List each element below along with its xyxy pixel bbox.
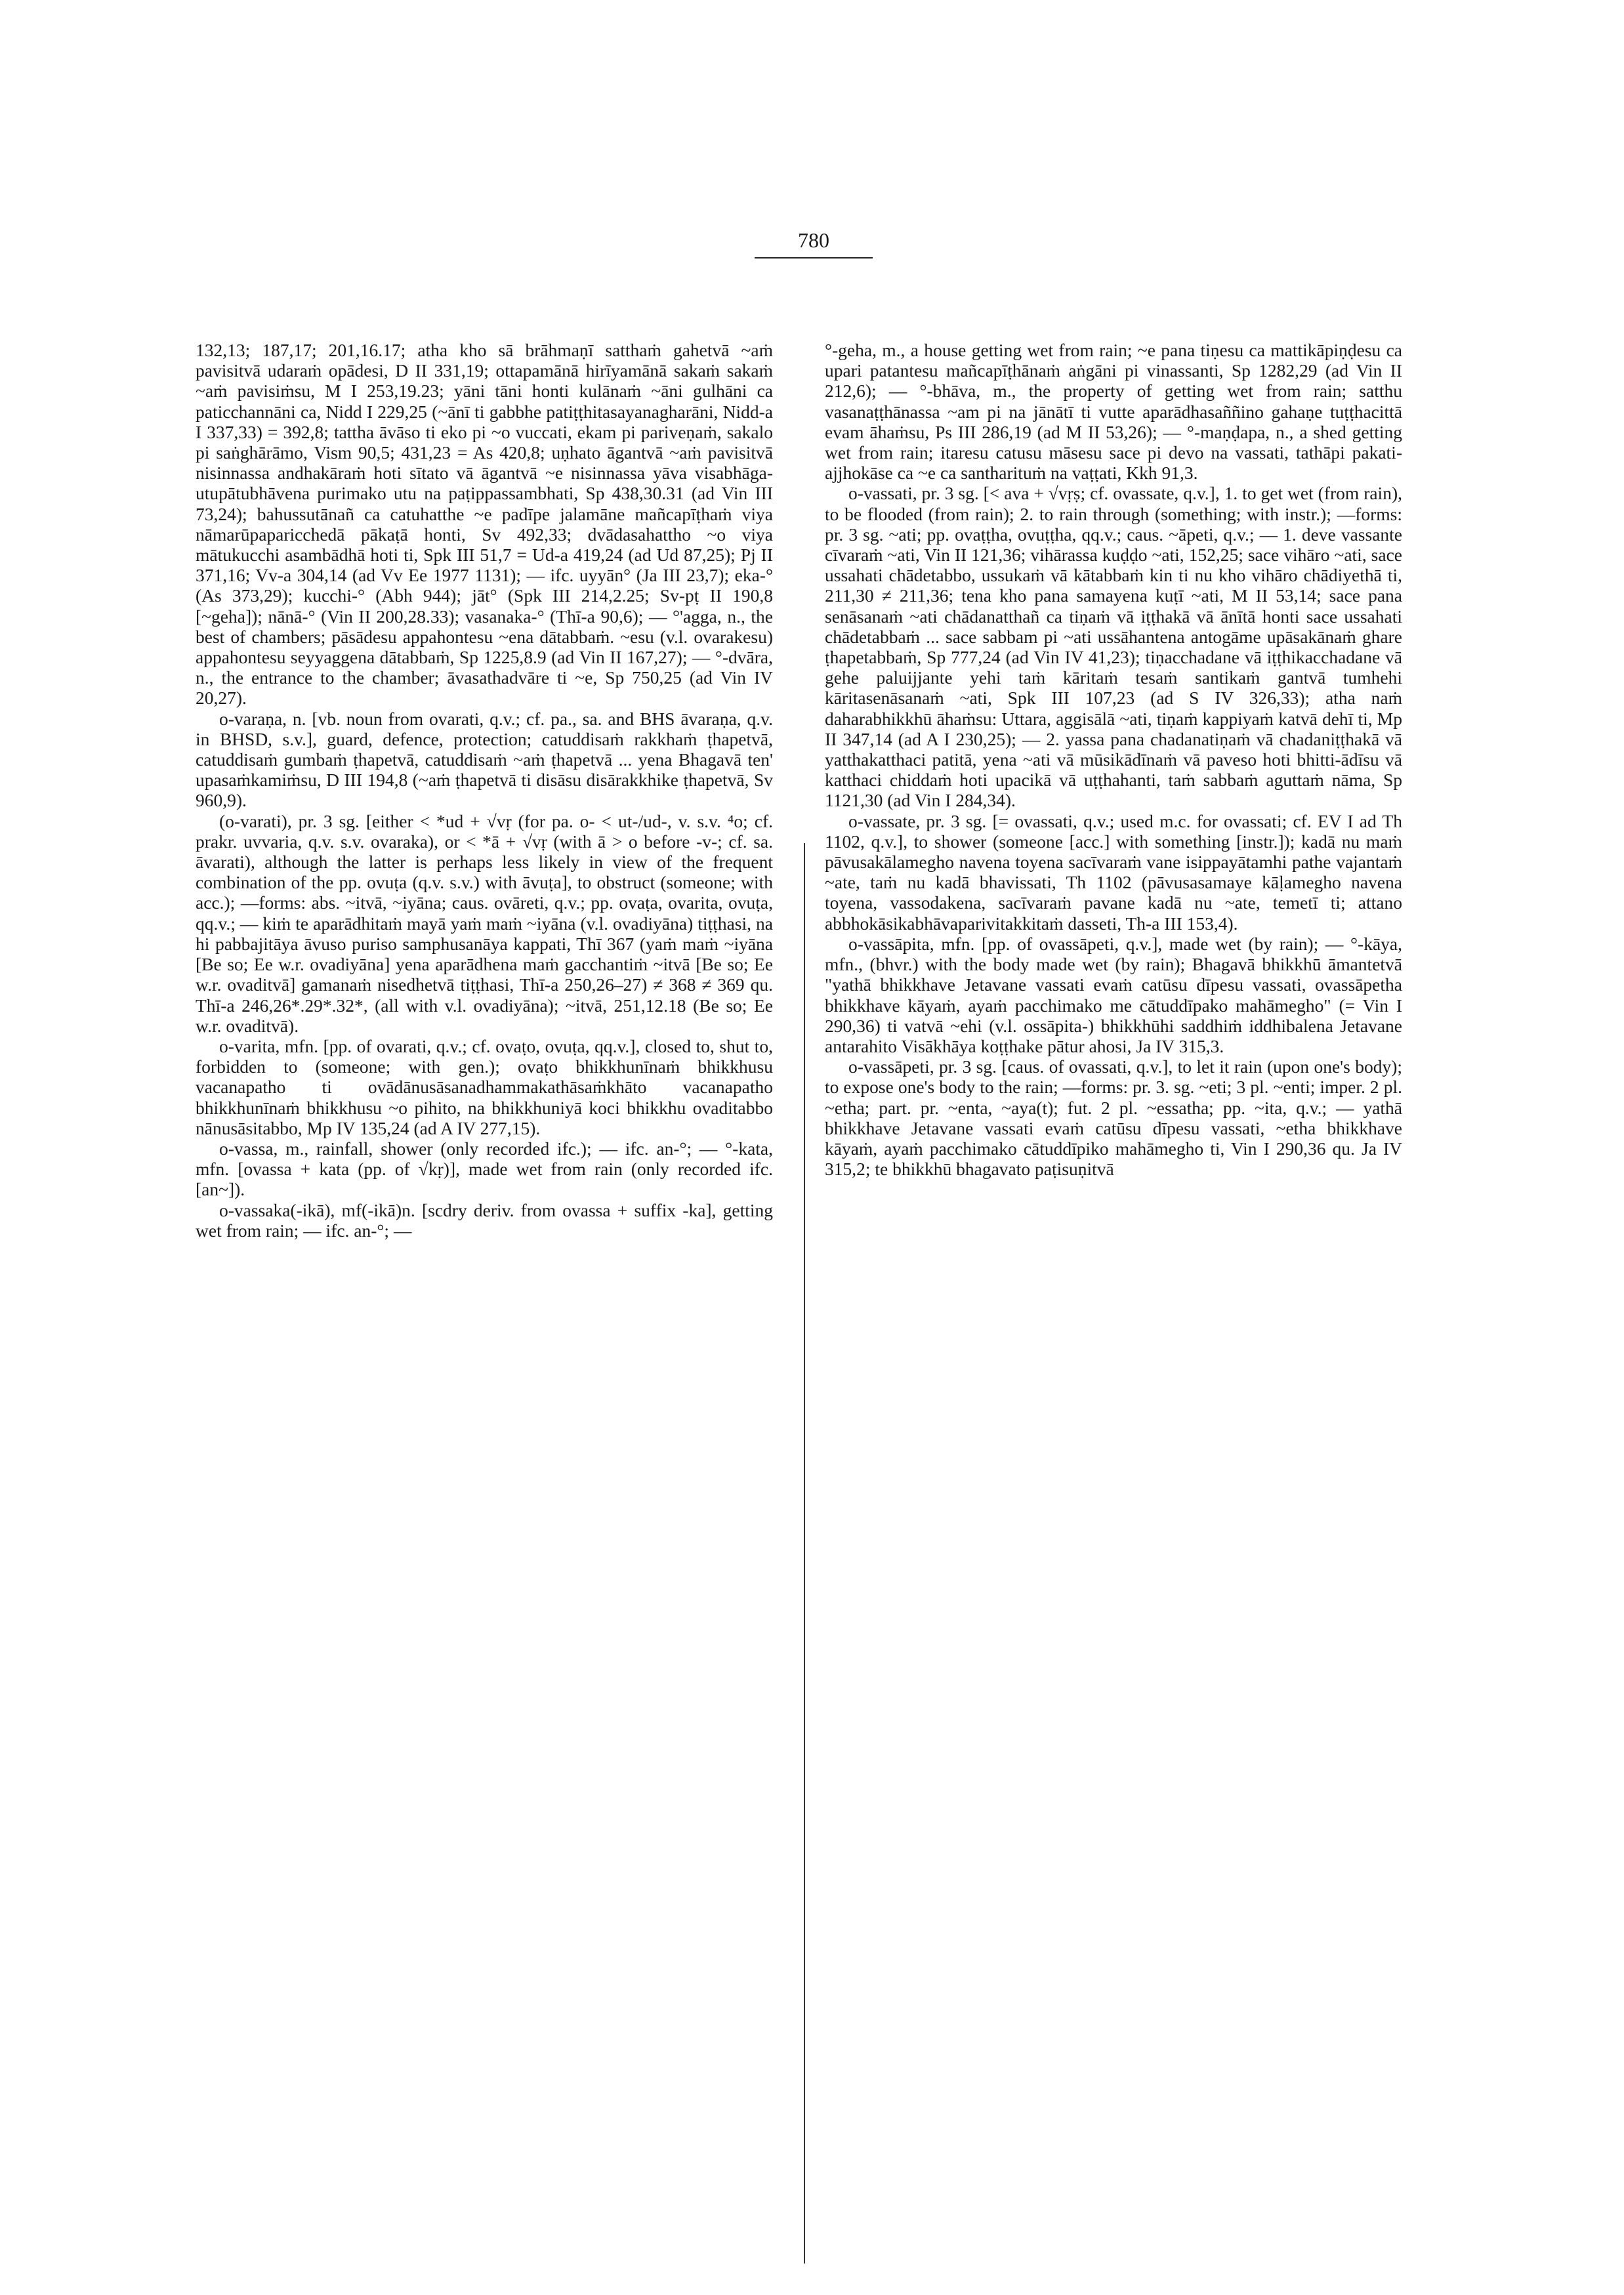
dictionary-entry-ovarana: o-varaṇa, n. [vb. noun from ovarati, q.v.; cf. pa., sa. and BHS āvaraṇa, q.v. in BHSD, s.v.], guard, defence, protection; catuddisaṁ rakkhaṁ ṭhapetvā, catuddisaṁ gumbaṁ ṭhapetvā, catuddisaṁ ~aṁ ṭhapetvā ... yena Bhagavā ten' upasaṁkamiṁsu, D III 194,8 (~aṁ ṭhapetvā ti disāsu disārakkhike ṭhapetvā, Sv 960,9).: [196, 708, 773, 811]
dictionary-entry-ovassapita: o-vassāpita, mfn. [pp. of ovassāpeti, q.v.], made wet (by rain); — °-kāya, mfn., (bhvr.) with the body made wet (by rain); Bhagavā bhikkhū āmantetvā "yathā bhikkhave Jetavane vassati evaṁ catūsu dīpesu vassati, ovassāpetha bhikkhave kāyaṁ, ayaṁ pacchimako me cātuddīpako mahāmegho" (= Vin I 290,36) ti vatvā ~ehi (v.l. ossāpita-) bhikkhūhi saddhiṁ iddhibalena Jetavane antarahito Visākhāya koṭṭhake pātur ahosi, Ja IV 315,3.: [825, 933, 1402, 1056]
dictionary-entry-continuation: °-geha, m., a house getting wet from rain; ~e pana tiṇesu ca mattikāpiṇḍesu ca upari patantesu mañcapīṭhānaṁ aṅgāni pi vinassanti, Sp 1282,29 (ad Vin II 212,6); — °-bhāva, m., the property of getting wet from rain; satthu vasanaṭṭhānassa ~am pi na jānātī ti vutte aparādhasaññino gahaṇe tuṭṭhacittā evam āhaṁsu, Ps III 286,19 (ad M II 53,26); — °-maṇḍapa, n., a shed getting wet from rain; itaresu catusu māsesu sace pi devo na vassati, tathāpi pakati-ajjhokāse ca ~e ca santharituṁ na vaṭṭati, Kkh 91,3.: [825, 340, 1402, 484]
dictionary-entry-ovassa: o-vassa, m., rainfall, shower (only recorded ifc.); — ifc. an-°; — °-kata, mfn. [ovassa + kata (pp. of √kṛ)], made wet from rain (only recorded ifc. [an~]).: [196, 1138, 773, 1200]
right-column: [825, 340, 1402, 1179]
column-divider: [804, 843, 805, 2264]
dictionary-entry-ovassaka: o-vassaka(-ikā), mf(-ikā)n. [scdry deriv. from ovassa + suffix -ka], getting wet from rain; — ifc. an-°; —: [196, 1199, 773, 1241]
left-column: [196, 340, 773, 1241]
dictionary-entry-ovarati: (o-varati), pr. 3 sg. [either < *ud + √vṛ (for pa. o- < ut-/ud-, v. s.v. ⁴o; cf. prakr. uvvaria, q.v. s.v. ovaraka), or < *ā + √vṛ (with ā > o before -v-; cf. sa. āvarati), although the latter is perhaps less likely in view of the frequent combination of the pp. ovuṭa (q.v. s.v.) with āvuṭa], to obstruct (someone; with acc.); —forms: abs. ~itvā, ~iyāna; caus. ovāreti, q.v.; pp. ovaṭa, ovarita, ovuṭa, qq.v.; — kiṁ te aparādhitaṁ mayā yaṁ maṁ ~iyāna (v.l. ovadiyāna) tiṭṭhasi, na hi pabbajitāya āvuso puriso samphusanāya kappati, Thī 367 (yaṁ maṁ ~iyāna [Be so; Ee w.r. ovadiyāna] yena aparādhena maṁ gacchantiṁ ~itvā [Be so; Ee w.r. ovaditvā] gamanaṁ nisedhetvā tiṭṭhasi, Thī-a 250,26–27) ≠ 368 ≠ 369 qu. Thī-a 246,26*.29*.32*, (all with v.l. ovadiyāna); ~itvā, 251,12.18 (Be so; Ee w.r. ovaditvā).: [196, 810, 773, 1036]
dictionary-entry-ovassapeti: o-vassāpeti, pr. 3 sg. [caus. of ovassati, q.v.], to let it rain (upon one's body); to expose one's body to the rain; —forms: pr. 3. sg. ~eti; 3 pl. ~enti; imper. 2 pl. ~etha; part. pr. ~enta, ~aya(t); fut. 2 pl. ~essatha; pp. ~ita, q.v.; — yathā bhikkhave Jetavane vassati evaṁ catūsu dīpesu vassati, ~etha bhikkhave kāyaṁ, ayaṁ pacchimako cātuddīpiko mahāmegho ti, Vin I 290,36 qu. Ja IV 315,2; te bhikkhū bhagavato paṭisuṇitvā: [825, 1056, 1402, 1180]
page-number: 780: [755, 227, 873, 258]
dictionary-entry-ovassate: o-vassate, pr. 3 sg. [= ovassati, q.v.; used m.c. for ovassati; cf. EV I ad Th 1102, q.v.], to shower (someone [acc.] with something [instr.]); kadā nu maṁ pāvusakālamegho navena toyena sacīvaraṁ vane isippayātamhi pathe vajantaṁ ~ate, taṁ nu kadā bhavissati, Th 1102 (pāvusasamaye kāḷamegho navena toyena, vassodakena, sacīvaraṁ pavane kadā nu ~ate, temetī ti; attano abbhokāsikabhāvaparivitakkitaṁ dasseti, Th-a III 153,4).: [825, 810, 1402, 934]
dictionary-entry-continuation: 132,13; 187,17; 201,16.17; atha kho sā brāhmaṇī satthaṁ gahetvā ~aṁ pavisitvā udaraṁ opādesi, D II 331,19; ottapamānā hirīyamānā sakaṁ sakaṁ ~aṁ pavisiṁsu, M I 253,19.23; yāni tāni honti kulānaṁ ~āni gulhāni ca paticchannāni ca, Nidd I 229,25 (~ānī ti gabbhe patiṭṭhitasayanagharāni, Nidd-a I 337,33) = 392,8; tattha āvāso ti eko pi ~o vuccati, ekam pi pariveṇaṁ, sakalo pi saṅghārāmo, Vism 90,5; 431,23 = As 420,8; uṇhato āgantvā ~aṁ pavisitvā nisinnassa andhakāraṁ hoti sītato vā āgantvā ~e nisinnassa yāva visabhāga-utupātubhāvena purimako utu na paṭippassambhati, Sp 438,30.31 (ad Vin III 73,24); bahussutānañ ca catuhatthe ~e padīpe jalamāne mañcapīṭhaṁ viya nāmarūpaparicchedā pākaṭā honti, Sv 492,33; dvādasahattho ~o viya mātukucchi asambādhā hoti ti, Spk III 51,7 = Ud-a 419,24 (ad Ud 87,25); Pj II 371,16; Vv-a 304,14 (ad Vv Ee 1977 1131); — ifc. uyyān° (Ja III 23,7); eka-° (As 373,29); kucchi-° (Abh 944); jāt° (Spk III 214,2.25; Sv-pṭ II 190,8 [~geha]); nānā-° (Vin II 200,28.33); vasanaka-° (Thī-a 90,6); — °'agga, n., the best of chambers; pāsādesu appahontesu ~ena dātabbaṁ. ~esu (v.l. ovarakesu) appahontesu seyyaggena dātabbaṁ, Sp 1225,8.9 (ad Vin II 167,27); — °-dvāra, n., the entrance to the chamber; āvasathadvāre ti ~e, Sp 750,25 (ad Vin IV 20,27).: [196, 340, 773, 709]
dictionary-entry-ovassati: o-vassati, pr. 3 sg. [< ava + √vṛṣ; cf. ovassate, q.v.], 1. to get wet (from rain), to be flooded (from rain); 2. to rain through (something; with instr.); —forms: pr. 3 sg. ~ati; pp. ovaṭṭha, ovuṭṭha, qq.v.; caus. ~āpeti, q.v.; — 1. deve vassante cīvaraṁ ~ati, Vin II 121,36; vihārassa kuḍḍo ~ati, 152,25; sace vihāro ~ati, sace ussahati chādetabbo, ussukaṁ vā kātabbaṁ kin ti nu kho vihāro chādiyethā ti, 211,30 ≠ 211,36; tena kho pana samayena kuṭī ~ati, M II 53,14; sace pana senāsanaṁ ~ati chādanatthañ ca tiṇaṁ vā iṭṭhakā vā ānītā honti sace ussahati chādetabbaṁ ... sace sabbam pi ~ati ussāhantena antogāme upāsakānaṁ ghare ṭhapetabbaṁ, Sp 777,24 (ad Vin IV 41,23); tiṇacchadane vā iṭṭhikacchadane vā gehe paluijjante yehi taṁ kāritaṁ tesaṁ santikaṁ gantvā tumhehi kāritasenāsanaṁ ~ati, Spk III 107,23 (ad S IV 326,33); atha naṁ daharabhikkhū āhaṁsu: Uttara, aggisālā ~ati, tiṇaṁ kappiyaṁ katvā dehī ti, Mp II 347,14 (ad A I 230,25); — 2. yassa pana chadanatiṇaṁ vā chadaniṭṭhakā vā yatthakatthaci patitā, yena ~ati vā mūsikādīnaṁ vā paveso hoti bhitti-ādīsu vā katthaci chiddaṁ hoti upacikā vā uṭṭhahanti, taṁ sabbaṁ aguttaṁ nāma, Sp 1121,30 (ad Vin I 284,34).: [825, 483, 1402, 811]
dictionary-entry-ovarita: o-varita, mfn. [pp. of ovarati, q.v.; cf. ovaṭo, ovuṭa, qq.v.], closed to, shut to, forbidden to (someone; with gen.); ovaṭo bhikkhunīnaṁ bhikkhusu vacanapatho ti ovādānusāsanadhammakathāsaṁkhāto vacanapatho bhikkhunīnaṁ bhikkhusu ~o pihito, na bhikkhuniyā koci bhikkhu ovaditabbo nānusāsitabbo, Mp IV 135,24 (ad A IV 277,15).: [196, 1035, 773, 1138]
